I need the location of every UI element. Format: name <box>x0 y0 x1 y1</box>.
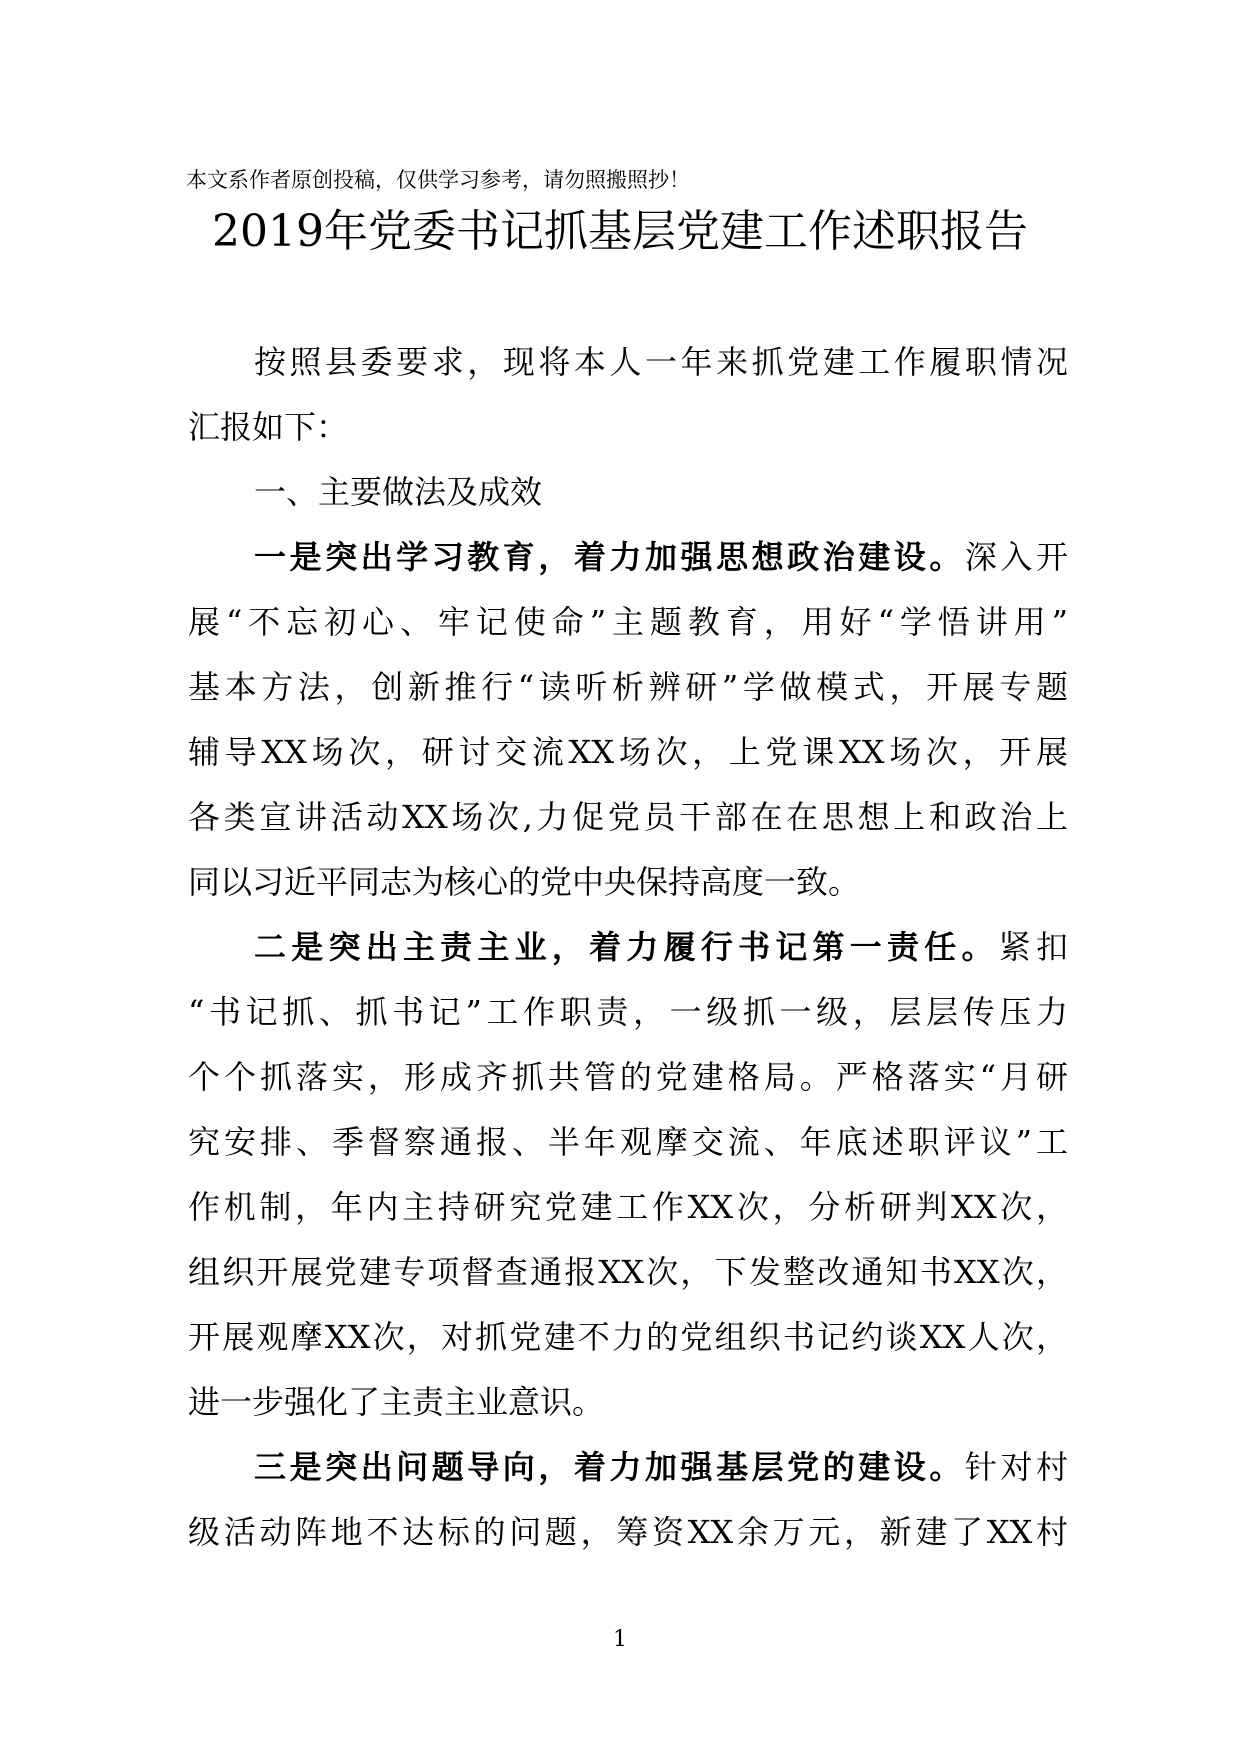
paragraph-lead-bold: 三是突出问题导向，着力加强基层党的建设。 <box>254 1448 965 1486</box>
copyright-notice: 本文系作者原创投稿，仅供学习参考，请勿照搬照抄！ <box>186 168 690 192</box>
text-span: 深入开 <box>964 538 1068 576</box>
paragraph-lead-bold: 一是突出学习教育，着力加强思想政治建设。 <box>254 538 965 576</box>
paragraph-lead-bold: 二是突出主责主业，着力履行书记第一责任。 <box>254 928 999 966</box>
text-line: 作机制，年内主持研究党建工作XX次，分析研判XX次， <box>188 1188 1068 1226</box>
text-line: 按照县委要求，现将本人一年来抓党建工作履职情况 <box>254 343 1068 381</box>
document-body <box>188 330 1068 1565</box>
text-span: 针对村 <box>964 1448 1068 1486</box>
section-heading: 一、主要做法及成效 <box>254 473 543 511</box>
text-line: 各类宣讲活动XX场次,力促党员干部在在思想上和政治上 <box>188 798 1068 836</box>
document-title: 2019年党委书记抓基层党建工作述职报告 <box>212 206 1028 257</box>
paragraph-main-responsibility <box>188 915 1068 1435</box>
text-line: 组织开展党建专项督查通报XX次，下发整改通知书XX次， <box>188 1253 1068 1291</box>
text-line: 基本方法，创新推行“读听析辨研”学做模式，开展专题 <box>188 668 1068 706</box>
text-line: 究安排、季督察通报、半年观摩交流、年底述职评议”工 <box>188 1123 1068 1161</box>
text-line: 个个抓落实，形成齐抓共管的党建格局。严格落实“月研 <box>188 1058 1068 1096</box>
paragraph-study-education <box>188 525 1068 915</box>
text-line: 开展观摩XX次，对抓党建不力的党组织书记约谈XX人次， <box>188 1318 1068 1356</box>
page-number: 1 <box>613 1627 627 1652</box>
text-line: 级活动阵地不达标的问题，筹资XX余万元，新建了XX村 <box>188 1513 1068 1551</box>
text-span: 紧扣 <box>998 928 1068 966</box>
text-line <box>188 915 1068 980</box>
text-line: 展“不忘初心、牢记使命”主题教育，用好“学悟讲用” <box>188 603 1068 641</box>
text-line: “书记抓、抓书记”工作职责，一级抓一级，层层传压力 <box>188 993 1068 1031</box>
text-line: 同以习近平同志为核心的党中央保持高度一致。 <box>188 863 861 901</box>
text-line: 汇报如下： <box>188 408 349 446</box>
intro-paragraph <box>188 330 1068 460</box>
paragraph-problem-oriented <box>188 1435 1068 1565</box>
text-line <box>188 525 1068 590</box>
text-line: 辅导XX场次，研讨交流XX场次，上党课XX场次，开展 <box>188 733 1068 771</box>
text-line: 进一步强化了主责主业意识。 <box>188 1383 605 1421</box>
text-line <box>188 1435 1068 1500</box>
